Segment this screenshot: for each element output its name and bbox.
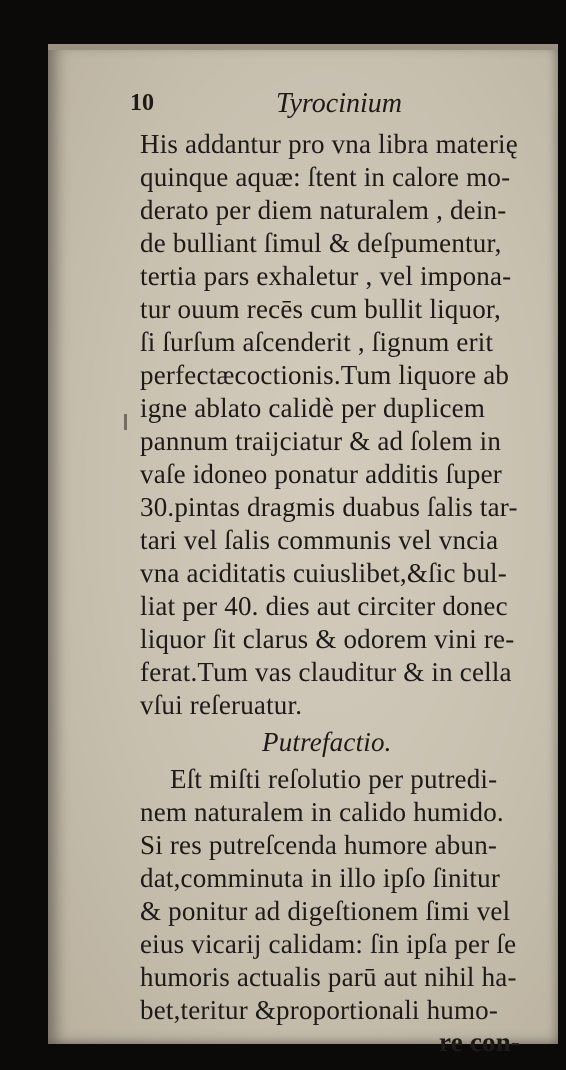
- section-heading: Putrefactio.: [262, 727, 392, 757]
- text-line: liat per 40. dies aut circiter donec: [140, 591, 508, 621]
- text-line: vna aciditatis cuiuslibet,&ſic bul-: [140, 558, 507, 588]
- text-line: 30.pintas dragmis duabus ſalis tar-: [140, 492, 518, 522]
- margin-mark: [124, 414, 127, 430]
- page-text: [90, 88, 550, 1057]
- text-line: ſi ſurſum aſcenderit , ſignum erit: [140, 327, 494, 357]
- text-line: Si res putreſcenda humore abun-: [140, 830, 498, 860]
- text-line: bet,teritur &proportionali humo-: [140, 995, 499, 1025]
- text-line: ferat.Tum vas clauditur & in cella: [140, 657, 512, 687]
- text-line: tur ouum recēs cum bullit liquor,: [140, 294, 501, 324]
- text-line: quinque aquæ: ſtent in calore mo-: [140, 162, 511, 192]
- text-line: tari vel ſalis communis vel vncia: [140, 525, 499, 555]
- text-line: perfectæcoctionis.Tum liquore ab: [140, 360, 510, 390]
- page-number: 10: [130, 90, 154, 116]
- text-line: nem naturalem in calido humido.: [140, 797, 504, 827]
- text-line: His addantur pro vna libra materię: [140, 129, 518, 159]
- running-title: Tyrocinium: [276, 88, 402, 119]
- text-line: igne ablato calidè per duplicem: [140, 393, 486, 423]
- text-line: pannum traijciatur & ad ſolem in: [140, 426, 502, 456]
- text-line: humoris actualis parū aut nihil ha-: [140, 962, 517, 992]
- text-line: tertia pars exhaletur , vel impona-: [140, 261, 512, 291]
- page-top-edge: [48, 44, 558, 50]
- text-line: liquor ſit clarus & odorem vini re-: [140, 624, 515, 654]
- text-line: & ponitur ad digeſtionem ſimi vel: [140, 896, 511, 926]
- catchword: re con-: [439, 1027, 521, 1057]
- page-header: [90, 90, 550, 126]
- text-line: dat,comminuta in illo ipſo ſinitur: [140, 863, 501, 893]
- text-line: vſui reſeruatur.: [140, 690, 303, 720]
- text-line: derato per diem naturalem , dein-: [140, 195, 507, 225]
- text-line: vaſe idoneo ponatur additis ſuper: [140, 459, 503, 489]
- text-line: eius vicarij calidam: ſin ipſa per ſe: [140, 929, 517, 959]
- text-line: de bulliant ſimul & deſpumentur,: [140, 228, 502, 258]
- text-line: Eſt miſti reſolutio per putredi-: [170, 764, 498, 794]
